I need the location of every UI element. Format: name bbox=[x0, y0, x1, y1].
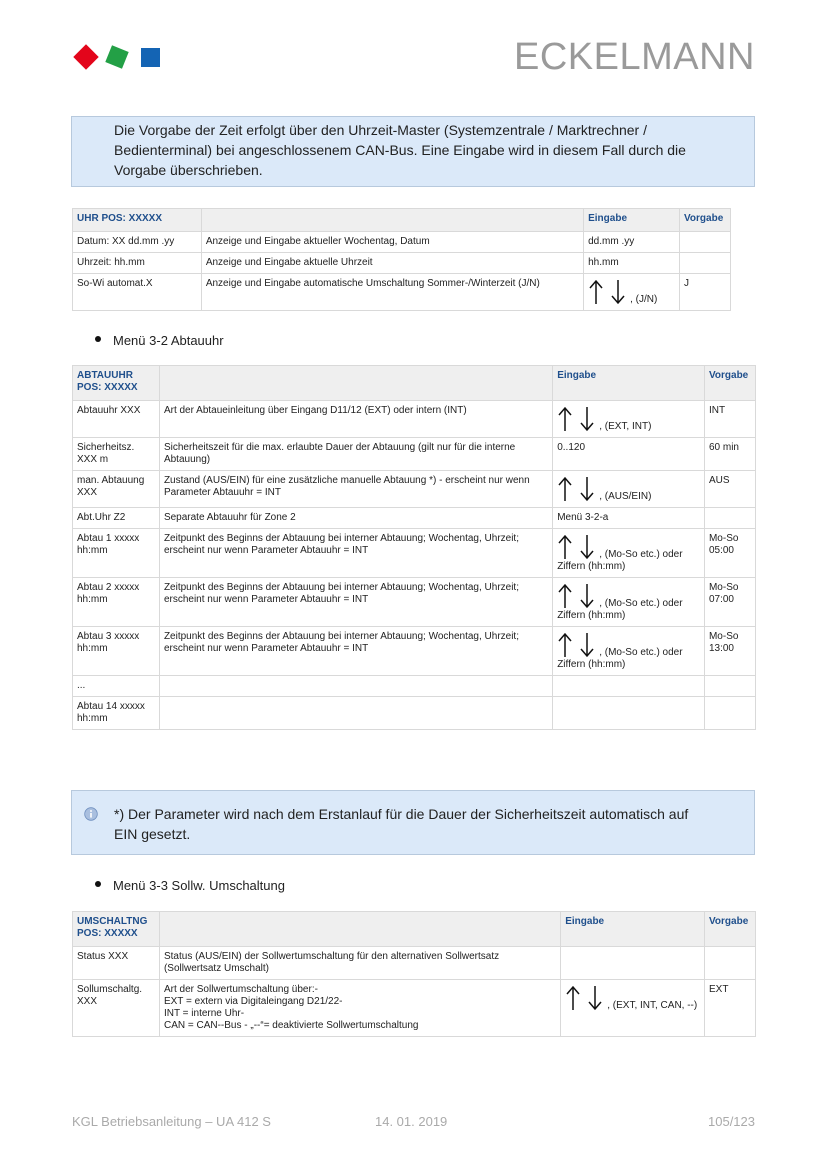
table-row bbox=[73, 438, 756, 471]
cell-desc bbox=[159, 980, 560, 1037]
table-row bbox=[73, 578, 756, 627]
cell-eingabe: 0..120 bbox=[553, 438, 705, 471]
desc-line: Art der Sollwertumschaltung über:- bbox=[163, 984, 318, 995]
cell-eingabe: , (AUS/EIN) bbox=[553, 471, 705, 508]
header-eingabe: Eingabe bbox=[561, 912, 705, 947]
cell-eingabe: dd.mm .yy bbox=[584, 232, 680, 253]
cell-desc: Zeitpunkt des Beginns der Abtauung bei interner Abtauung; Wochentag, Uhrzeit; erscheint nur wenn Parameter Abtauuhr = INT bbox=[159, 529, 552, 578]
cell-vorgabe bbox=[704, 508, 755, 529]
cell-vorgabe: J bbox=[679, 274, 730, 311]
header-vorgabe: Vorgabe bbox=[704, 912, 755, 947]
table-row bbox=[73, 274, 731, 311]
header-vorgabe: Vorgabe bbox=[679, 209, 730, 232]
cell-desc: Anzeige und Eingabe aktueller Wochentag, Datum bbox=[201, 232, 583, 253]
table-uhr bbox=[72, 208, 731, 311]
cell-vorgabe bbox=[704, 697, 755, 730]
cell-param: Abt.Uhr Z2 bbox=[73, 508, 160, 529]
cell-eingabe: , (EXT, INT) bbox=[553, 401, 705, 438]
header-pos: ABTAUUHR POS: XXXXX bbox=[73, 366, 160, 401]
footer-title: KGL Betriebsanleitung – UA 412 S bbox=[72, 1114, 271, 1129]
table-row bbox=[73, 697, 756, 730]
up-down-arrow-icon bbox=[557, 475, 599, 503]
up-down-arrow-icon bbox=[557, 533, 599, 561]
info-icon bbox=[84, 807, 98, 821]
header-eingabe: Eingabe bbox=[584, 209, 680, 232]
footer-page-number: 105/123 bbox=[708, 1114, 755, 1129]
cell-eingabe: , (Mo-So etc.) oder Ziffern (hh:mm) bbox=[553, 529, 705, 578]
table-row bbox=[73, 253, 731, 274]
header-desc bbox=[159, 366, 552, 401]
cell-desc: Separate Abtauuhr für Zone 2 bbox=[159, 508, 552, 529]
cell-eingabe bbox=[553, 676, 705, 697]
cell-param: Sicherheitsz. XXX m bbox=[73, 438, 160, 471]
cell-vorgabe: Mo-So 13:00 bbox=[704, 627, 755, 676]
cell-param: ... bbox=[73, 676, 160, 697]
cell-param: Abtau 2 xxxxx hh:mm bbox=[73, 578, 160, 627]
header-pos: UMSCHALTNG POS: XXXXX bbox=[73, 912, 160, 947]
cell-param: Datum: XX dd.mm .yy bbox=[73, 232, 202, 253]
desc-line: INT = interne Uhr- bbox=[163, 1008, 245, 1019]
cell-eingabe: , (EXT, INT, CAN, --) bbox=[561, 980, 705, 1037]
cell-desc: Status (AUS/EIN) der Sollwertumschaltung für den alternativen Sollwertsatz (Sollwertsatz Umschalt) bbox=[159, 947, 560, 980]
bullet-icon bbox=[95, 336, 101, 342]
table-row bbox=[73, 232, 731, 253]
up-down-arrow-icon bbox=[557, 631, 599, 659]
cell-desc: Zeitpunkt des Beginns der Abtauung bei interner Abtauung; Wochentag, Uhrzeit; erscheint nur wenn Parameter Abtauuhr = INT bbox=[159, 627, 552, 676]
cell-eingabe: , (J/N) bbox=[584, 274, 680, 311]
cell-vorgabe bbox=[704, 947, 755, 980]
desc-line: EXT = extern via Digitaleingang D21/22- bbox=[163, 996, 343, 1007]
table-abtauuhr bbox=[72, 365, 756, 730]
cell-eingabe bbox=[561, 947, 705, 980]
note-box-safety-time bbox=[71, 790, 755, 855]
cell-eingabe: , (Mo-So etc.) oder Ziffern (hh:mm) bbox=[553, 627, 705, 676]
table-row bbox=[73, 471, 756, 508]
cell-vorgabe: Mo-So 07:00 bbox=[704, 578, 755, 627]
cell-desc: Anzeige und Eingabe aktuelle Uhrzeit bbox=[201, 253, 583, 274]
table-umschaltung bbox=[72, 911, 756, 1037]
cell-eingabe: Menü 3-2-a bbox=[553, 508, 705, 529]
header-desc bbox=[159, 912, 560, 947]
table-row bbox=[73, 947, 756, 980]
cell-param: man. Abtauung XXX bbox=[73, 471, 160, 508]
cell-vorgabe bbox=[679, 232, 730, 253]
cell-eingabe: hh.mm bbox=[584, 253, 680, 274]
cell-vorgabe: AUS bbox=[704, 471, 755, 508]
up-down-arrow-icon bbox=[557, 405, 599, 433]
cell-param: So-Wi automat.X bbox=[73, 274, 202, 311]
cell-vorgabe: 60 min bbox=[704, 438, 755, 471]
cell-desc: Anzeige und Eingabe automatische Umschaltung Sommer-/Winterzeit (J/N) bbox=[201, 274, 583, 311]
cell-vorgabe bbox=[679, 253, 730, 274]
note-box-time-master bbox=[71, 116, 755, 187]
table-header-row bbox=[73, 912, 756, 947]
cell-desc bbox=[159, 676, 552, 697]
cell-desc bbox=[159, 697, 552, 730]
cell-vorgabe: Mo-So 05:00 bbox=[704, 529, 755, 578]
desc-line: CAN = CAN--Bus - „--“= deaktivierte Sollwertumschaltung bbox=[163, 1020, 419, 1031]
table-row bbox=[73, 980, 756, 1037]
cell-eingabe bbox=[553, 697, 705, 730]
cell-param: Uhrzeit: hh.mm bbox=[73, 253, 202, 274]
cell-param: Sollumschaltg. XXX bbox=[73, 980, 160, 1037]
table-row bbox=[73, 627, 756, 676]
up-down-arrow-icon bbox=[588, 278, 630, 306]
cell-desc: Art der Abtaueinleitung über Eingang D11/12 (EXT) oder intern (INT) bbox=[159, 401, 552, 438]
up-down-arrow-icon bbox=[565, 984, 607, 1012]
cell-vorgabe: EXT bbox=[704, 980, 755, 1037]
cell-param: Abtau 3 xxxxx hh:mm bbox=[73, 627, 160, 676]
cell-param: Abtauuhr XXX bbox=[73, 401, 160, 438]
up-down-arrow-icon bbox=[557, 582, 599, 610]
footer-date: 14. 01. 2019 bbox=[375, 1114, 448, 1129]
header-eingabe: Eingabe bbox=[553, 366, 705, 401]
cell-desc: Zustand (AUS/EIN) für eine zusätzliche manuelle Abtauung *) - erscheint nur wenn Parameter Abtauuhr = INT bbox=[159, 471, 552, 508]
cell-desc: Zeitpunkt des Beginns der Abtauung bei interner Abtauung; Wochentag, Uhrzeit; erscheint nur wenn Parameter Abtauuhr = INT bbox=[159, 578, 552, 627]
table-row bbox=[73, 401, 756, 438]
cell-desc: Sicherheitszeit für die max. erlaubte Dauer der Abtauung (gilt nur für die interne Abtauung) bbox=[159, 438, 552, 471]
cell-param: Status XXX bbox=[73, 947, 160, 980]
note-text: Die Vorgabe der Zeit erfolgt über den Uhrzeit-Master (Systemzentrale / Marktrechner / Bedienterminal) bei angeschlossenem CAN-Bus. Eine Eingabe wird in diesem Fall durch die Vorgabe überschrieben. bbox=[114, 122, 686, 178]
brand-logo-text: ECKELMANN bbox=[514, 36, 755, 78]
bullet-menu-3-2: Menü 3-2 Abtauuhr bbox=[95, 333, 224, 348]
table-row bbox=[73, 676, 756, 697]
eckelmann-logo-squares bbox=[72, 42, 164, 72]
cell-vorgabe: INT bbox=[704, 401, 755, 438]
header-desc bbox=[201, 209, 583, 232]
cell-param: Abtau 14 xxxxx hh:mm bbox=[73, 697, 160, 730]
note-text: *) Der Parameter wird nach dem Erstanlauf für die Dauer der Sicherheitszeit automatisch auf EIN gesetzt. bbox=[114, 806, 689, 842]
cell-eingabe: , (Mo-So etc.) oder Ziffern (hh:mm) bbox=[553, 578, 705, 627]
table-row bbox=[73, 529, 756, 578]
header-vorgabe: Vorgabe bbox=[704, 366, 755, 401]
header-pos: UHR POS: XXXXX bbox=[73, 209, 202, 232]
cell-param: Abtau 1 xxxxx hh:mm bbox=[73, 529, 160, 578]
bullet-menu-3-3: Menü 3-3 Sollw. Umschaltung bbox=[95, 878, 285, 893]
cell-vorgabe bbox=[704, 676, 755, 697]
table-row bbox=[73, 508, 756, 529]
bullet-icon bbox=[95, 881, 101, 887]
table-header-row bbox=[73, 209, 731, 232]
table-header-row bbox=[73, 366, 756, 401]
